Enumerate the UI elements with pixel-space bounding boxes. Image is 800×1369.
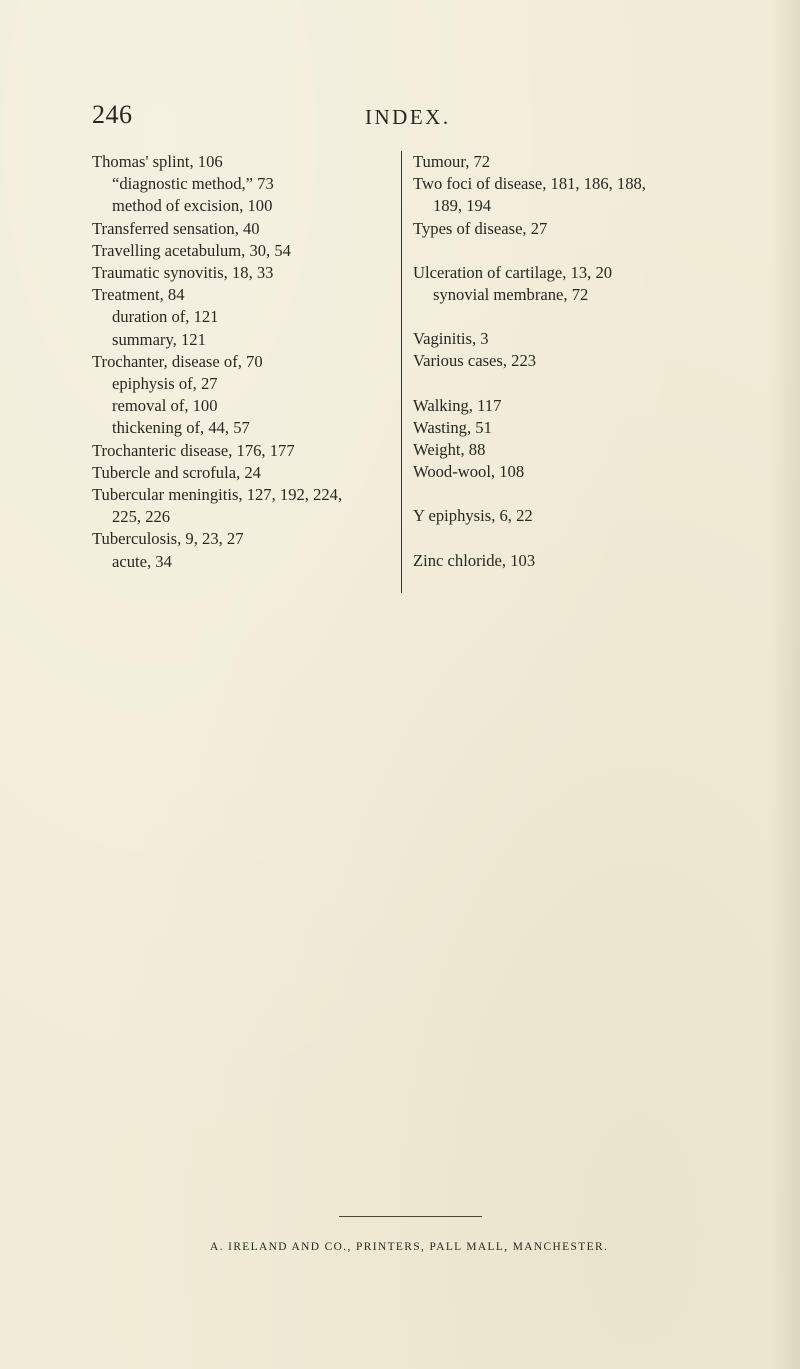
index-subentry: thickening of, 44, 57 [112, 418, 250, 438]
index-entry: Tubercular meningitis, 127, 192, 224, [92, 485, 343, 505]
index-entry: Walking, 117 [413, 395, 502, 415]
index-subentry: removal of, 100 [112, 396, 218, 416]
index-subentry: summary, 121 [112, 329, 206, 349]
index-entry: Wasting, 51 [413, 417, 492, 437]
index-entry: Tubercle and scrofula, 24 [92, 462, 261, 482]
index-entry: Travelling acetabulum, 30, 54 [92, 240, 291, 260]
index-entry: Two foci of disease, 181, 186, 188, [413, 174, 646, 194]
index-entry: Traumatic synovitis, 18, 33 [92, 263, 274, 283]
index-entry: Tuberculosis, 9, 23, 27 [92, 529, 244, 549]
index-entry: Thomas' splint, 106 [92, 152, 223, 171]
footer-rule [339, 1216, 482, 1217]
index-subentry: duration of, 121 [112, 307, 219, 327]
index-entry: Weight, 88 [413, 440, 486, 460]
index-entry: Vaginitis, 3 [413, 329, 489, 349]
index-entry: Tumour, 72 [413, 152, 491, 171]
index-subentry: epiphysis of, 27 [112, 374, 218, 394]
index-subentry: synovial membrane, 72 [433, 285, 589, 305]
index-entry: Y epiphysis, 6, 22 [413, 506, 533, 526]
index-column-left [92, 151, 397, 573]
index-entry: Trochanter, disease of, 70 [92, 351, 263, 371]
index-subentry: acute, 34 [112, 551, 172, 571]
page-number: 246 [92, 100, 133, 129]
index-subentry: “diagnostic method,” 73 [112, 174, 274, 194]
index-subentry: method of excision, 100 [112, 196, 273, 216]
index-entry: Various cases, 223 [413, 351, 537, 371]
index-entry: Wood-wool, 108 [413, 462, 525, 482]
index-entry: Treatment, 84 [92, 285, 185, 305]
printer-imprint: A. IRELAND AND CO., PRINTERS, PALL MALL, MANCHESTER. [210, 1241, 609, 1253]
index-entry: Types of disease, 27 [413, 218, 548, 238]
index-entry: Ulceration of cartilage, 13, 20 [413, 262, 613, 282]
index-entry: Transferred sensation, 40 [92, 218, 260, 238]
running-head: INDEX. [365, 105, 451, 129]
index-entry-continuation: 225, 226 [112, 507, 171, 527]
index-column-right [413, 151, 793, 572]
index-entry: Trochanteric disease, 176, 177 [92, 440, 295, 460]
index-entry: Zinc chloride, 103 [413, 550, 536, 570]
index-entry-continuation: 189, 194 [433, 196, 492, 216]
column-divider [401, 151, 402, 593]
